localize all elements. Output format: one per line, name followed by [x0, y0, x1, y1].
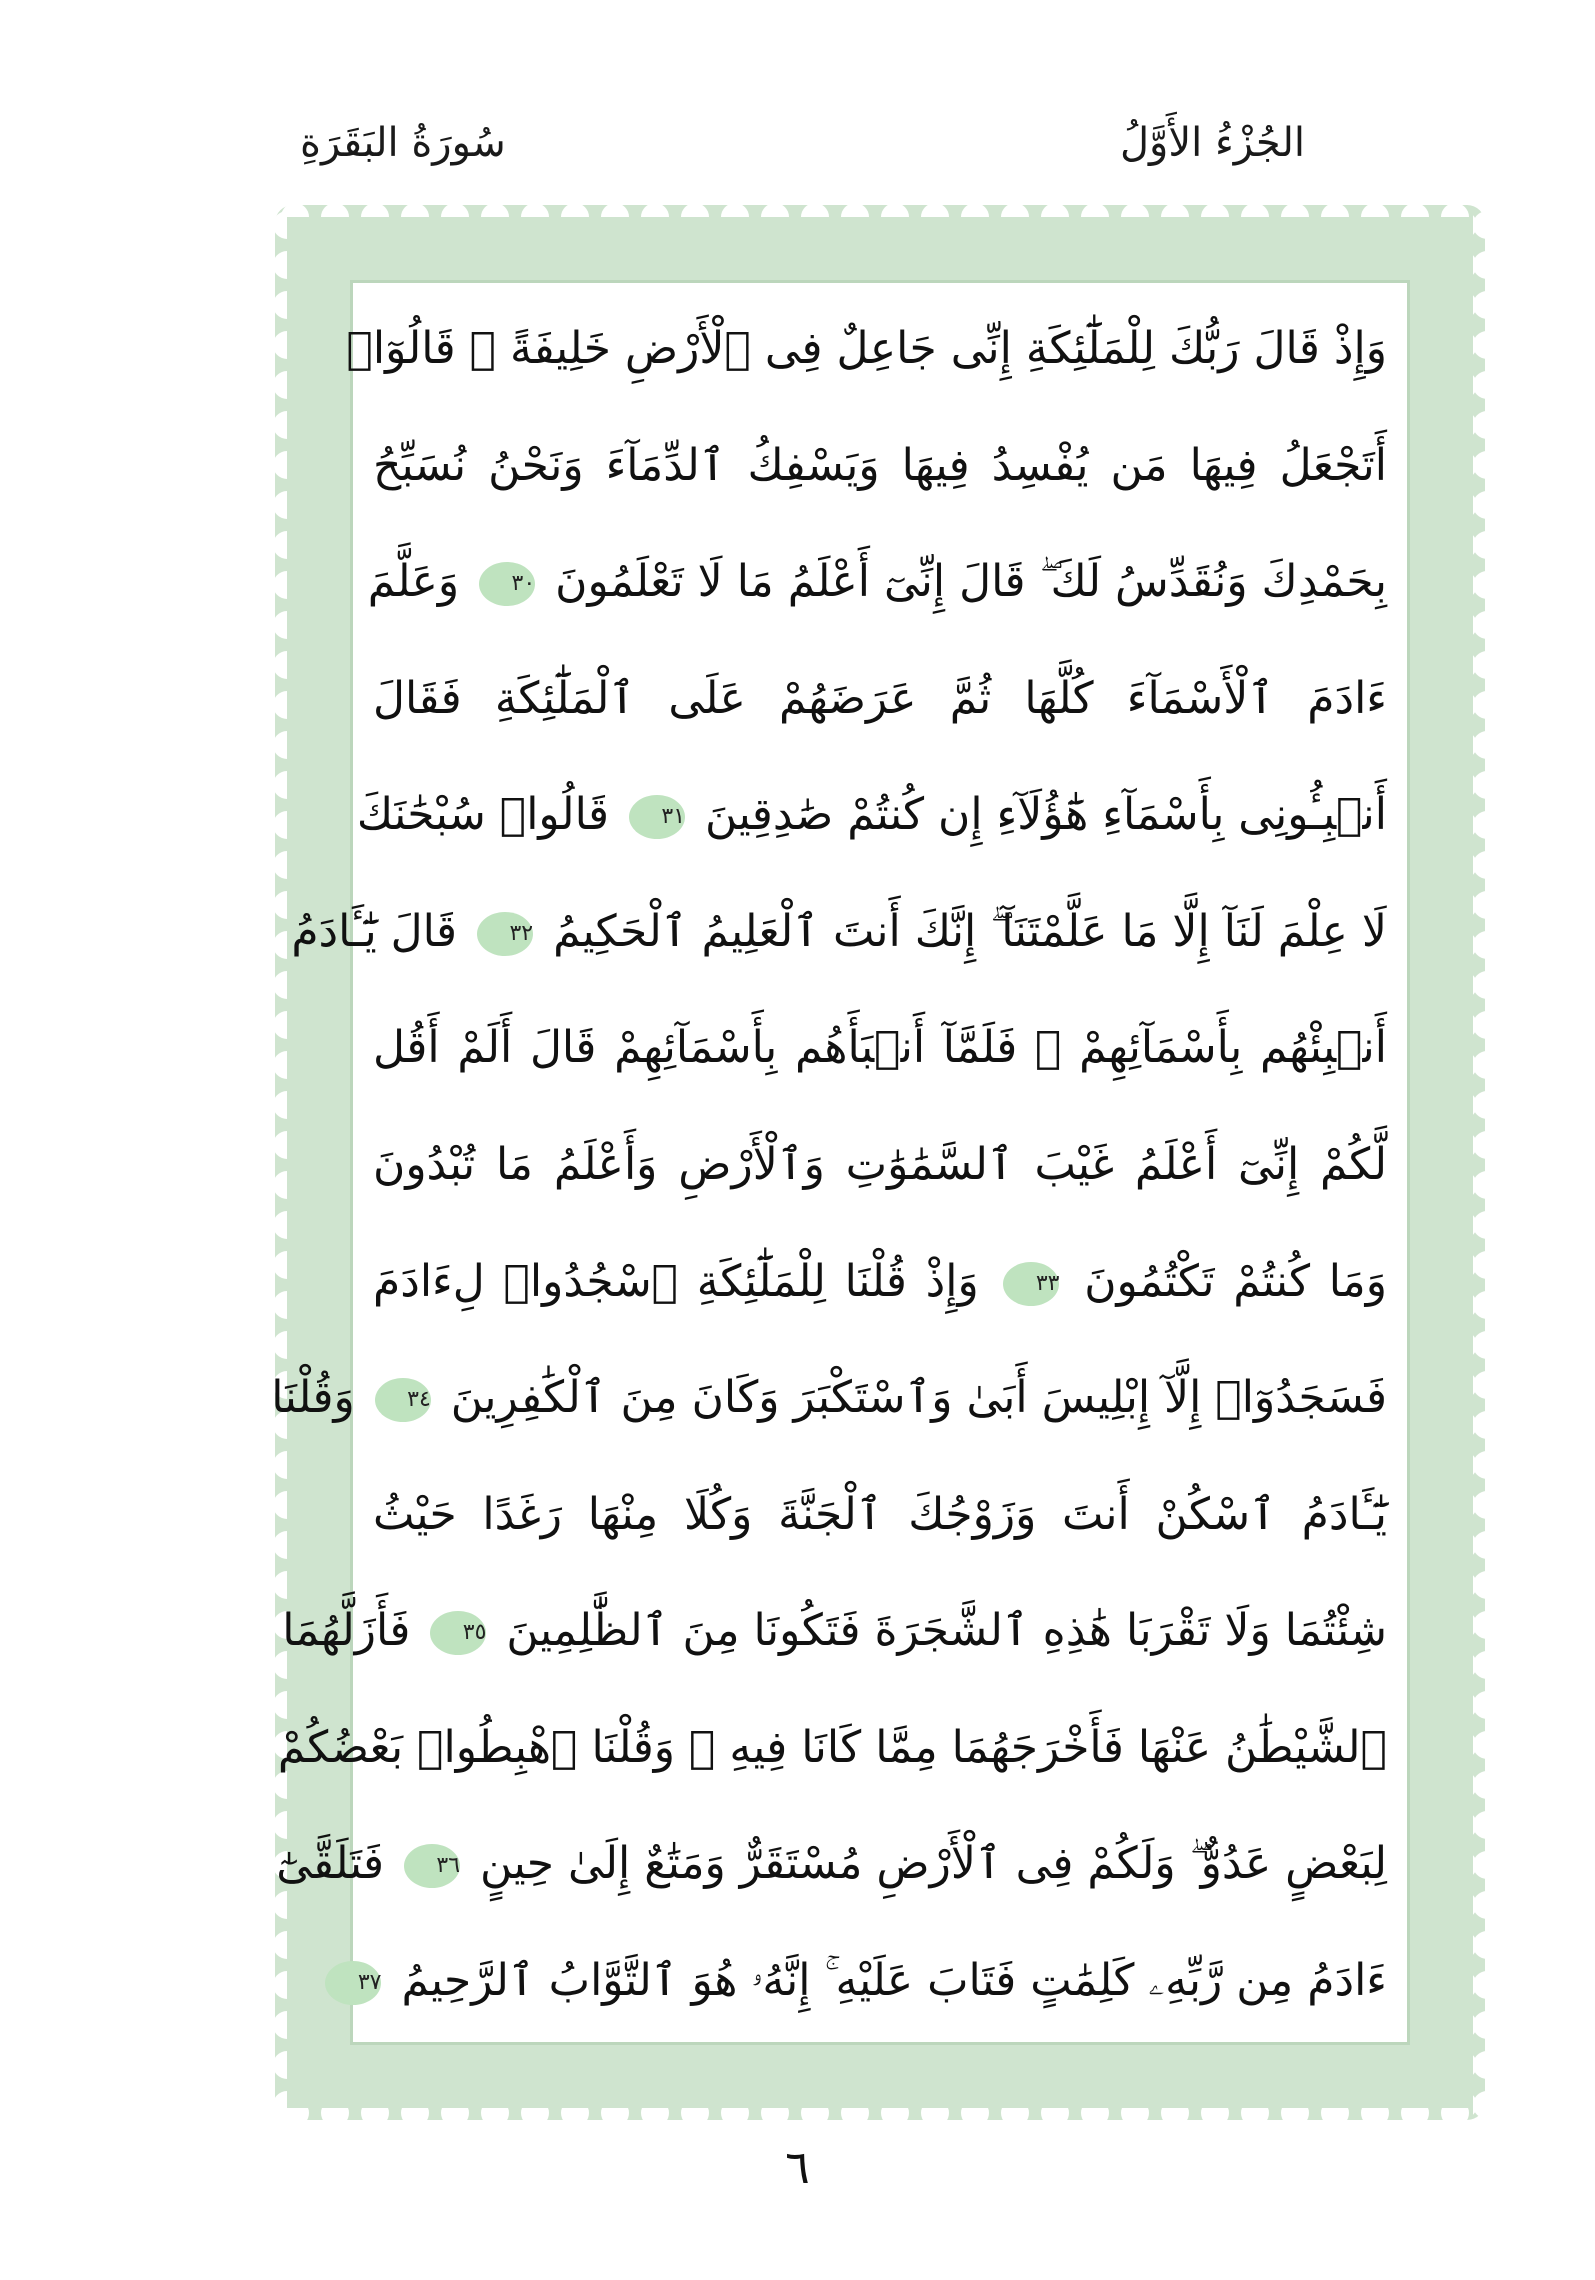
verse-text: يَٰٓـَٔادَمُ ٱسْكُنْ أَنتَ وَزَوْجُكَ ٱلْجَنَّةَ وَكُلَا مِنْهَا رَغَدًا حَيْثُ — [373, 1488, 1387, 1540]
verse-line — [373, 658, 1387, 740]
verse-line — [282, 1590, 1387, 1672]
verse-text: لَا عِلْمَ لَنَآ إِلَّا مَا عَلَّمْتَنَآ ۖ إِنَّكَ أَنتَ ٱلْعَلِيمُ ٱلْحَكِيمُ — [553, 905, 1387, 957]
verse-lines — [271, 308, 1387, 2022]
verse-text: وَمَا كُنتُمْ تَكْتُمُونَ — [1084, 1255, 1387, 1307]
ayah-number-marker: ٣٠ — [479, 562, 535, 606]
ayah-number-marker: ٣١ — [629, 795, 685, 839]
verse-text: وَقُلْنَا — [271, 1372, 355, 1424]
verse-text: قَالُوا۟ سُبْحَٰنَكَ — [356, 789, 610, 841]
verse-text: لَّكُمْ إِنِّىٓ أَعْلَمُ غَيْبَ ٱلسَّمَٰوَٰتِ وَٱلْأَرْضِ وَأَعْلَمُ مَا تُبْدُونَ — [373, 1138, 1387, 1190]
verse-text: أَنۢبِئْهُم بِأَسْمَآئِهِمْ ۖ فَلَمَّآ أَنۢبَأَهُم بِأَسْمَآئِهِمْ قَالَ أَلَمْ أَقُل — [373, 1022, 1387, 1074]
verse-text: شِئْتُمَا وَلَا تَقْرَبَا هَٰذِهِ ٱلشَّجَرَةَ فَتَكُونَا مِنَ ٱلظَّٰلِمِينَ — [506, 1605, 1387, 1657]
verse-text: وَعَلَّمَ — [367, 556, 460, 608]
verse-line — [373, 1124, 1387, 1206]
verse-line — [373, 1007, 1387, 1089]
verse-text: ءَادَمُ مِن رَّبِّهِۦ كَلِمَٰتٍ فَتَابَ عَلَيْهِ ۚ إِنَّهُۥ هُوَ ٱلتَّوَّابُ ٱلرَّحِيمُ — [401, 1954, 1387, 2006]
verse-text: ءَادَمَ ٱلْأَسْمَآءَ كُلَّهَا ثُمَّ عَرَضَهُمْ عَلَى ٱلْمَلَٰٓئِكَةِ فَقَالَ — [373, 672, 1387, 724]
juz-header: الجُزْءُ الأَوَّلُ — [1119, 120, 1305, 166]
verse-text: وَإِذْ قُلْنَا لِلْمَلَٰٓئِكَةِ ٱسْجُدُوا۟ لِءَادَمَ — [373, 1255, 979, 1307]
verse-text: فَأَزَلَّهُمَا — [282, 1605, 411, 1657]
verse-text: وَإِذْ قَالَ رَبُّكَ لِلْمَلَٰٓئِكَةِ إِنِّى جَاعِلٌ فِى ٱلْأَرْضِ خَلِيفَةً ۖ قَالُوٓا۟ — [346, 323, 1387, 374]
verse-text: بِحَمْدِكَ وَنُقَدِّسُ لَكَ ۖ قَالَ إِنِّىٓ أَعْلَمُ مَا لَا تَعْلَمُونَ — [555, 556, 1387, 608]
verse-line — [373, 425, 1387, 507]
verse-text: أَتَجْعَلُ فِيهَا مَن يُفْسِدُ فِيهَا وَيَسْفِكُ ٱلدِّمَآءَ وَنَحْنُ نُسَبِّحُ — [373, 439, 1387, 491]
page-number: ٦ — [785, 2140, 810, 2194]
verse-line — [346, 308, 1387, 390]
ayah-number-marker: ٣٣ — [1003, 1262, 1059, 1306]
ayah-number-marker: ٣٦ — [404, 1844, 460, 1888]
ayah-number-marker: ٣٧ — [325, 1961, 381, 2005]
verse-line — [373, 1474, 1387, 1556]
ayah-number-marker: ٣٢ — [477, 912, 533, 956]
verse-line — [276, 1823, 1387, 1905]
verse-line — [367, 541, 1387, 623]
surah-name-header: سُورَةُ البَقَرَةِ — [300, 120, 506, 166]
verse-line — [357, 1940, 1387, 2022]
verse-line — [291, 891, 1387, 973]
ayah-number-marker: ٣٤ — [375, 1378, 431, 1422]
verse-line — [277, 1707, 1387, 1789]
verse-text: قَالَ يَٰٓـَٔادَمُ — [291, 905, 458, 957]
ayah-number-marker: ٣٥ — [430, 1611, 486, 1655]
verse-text: ٱلشَّيْطَٰنُ عَنْهَا فَأَخْرَجَهُمَا مِمَّا كَانَا فِيهِ ۖ وَقُلْنَا ٱهْبِطُوا۟ بَعْضُكُمْ — [277, 1721, 1387, 1773]
verse-text: أَنۢبِـُٔونِى بِأَسْمَآءِ هَٰٓؤُلَآءِ إِن كُنتُمْ صَٰدِقِينَ — [705, 789, 1387, 841]
verse-text: فَتَلَقَّىٰٓ — [276, 1838, 385, 1890]
verse-line — [356, 774, 1387, 856]
verse-text: لِبَعْضٍ عَدُوٌّ ۖ وَلَكُمْ فِى ٱلْأَرْضِ مُسْتَقَرٌّ وَمَتَٰعٌ إِلَىٰ حِينٍ — [480, 1838, 1387, 1890]
verse-line — [373, 1241, 1387, 1323]
verse-line — [271, 1357, 1387, 1439]
text-panel — [271, 280, 1410, 2045]
verse-text: فَسَجَدُوٓا۟ إِلَّآ إِبْلِيسَ أَبَىٰ وَٱسْتَكْبَرَ وَكَانَ مِنَ ٱلْكَٰفِرِينَ — [450, 1372, 1387, 1424]
decorative-frame — [271, 205, 1485, 2120]
